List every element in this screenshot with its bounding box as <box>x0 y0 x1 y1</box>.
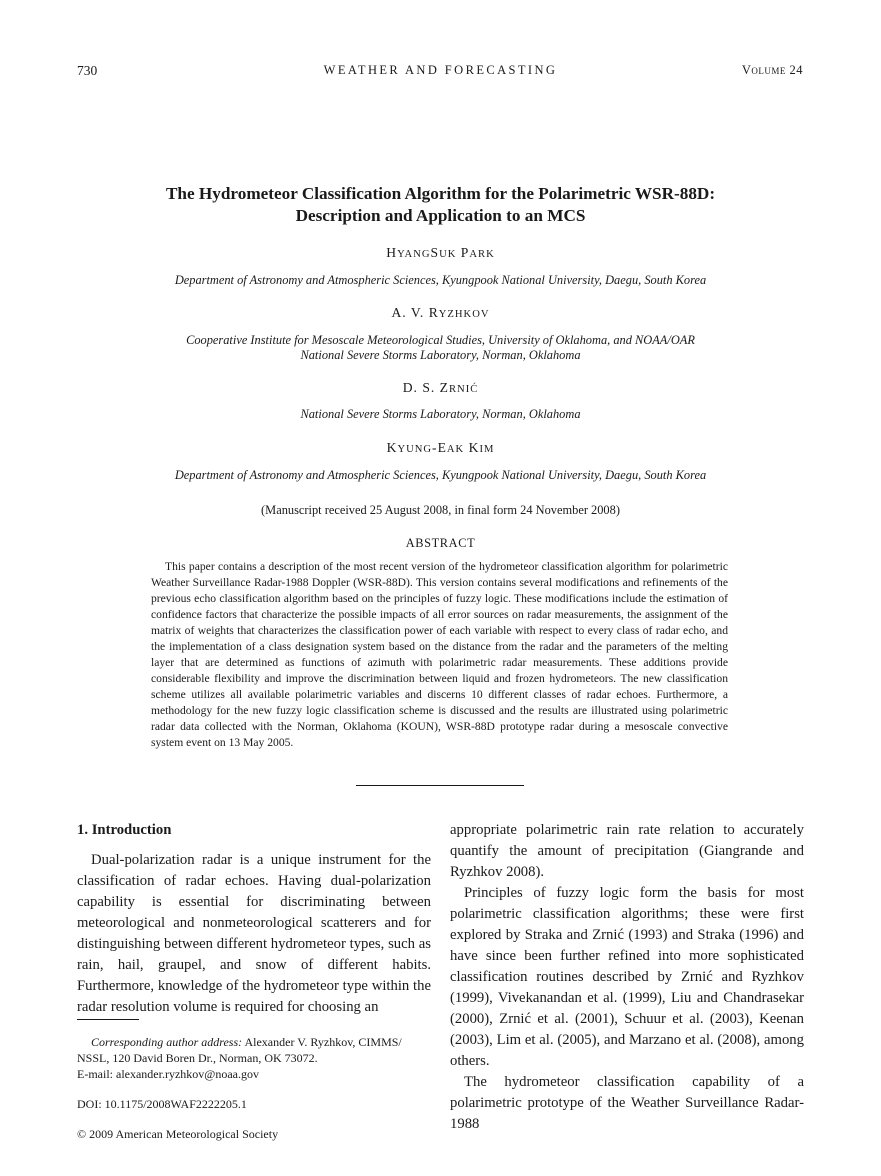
left-column <box>77 820 431 1018</box>
footnote <box>77 1034 431 1082</box>
volume-number: 24 <box>789 63 803 77</box>
body-paragraph: Dual-polarization radar is a unique instrument for the classification of radar echoes. Having dual-polarization capability is essential for discriminating between meteorological and nonmeteorological scatterers and for distinguishing between different hydrometeor types, such as rain, hail, graupel, and snow of different habits. Furthermore, knowledge of the hydrometeor type within the radar resolution volume is required for choosing an <box>77 852 431 1015</box>
paper-title-line1: The Hydrometeor Classification Algorithm for the Polarimetric WSR-88D: <box>165 184 716 203</box>
author-name: HYANGSUK PARK <box>386 245 495 260</box>
section-divider <box>356 785 524 786</box>
volume-label <box>742 63 803 78</box>
right-column <box>450 820 804 1135</box>
body-paragraph: The hydrometeor classification capability of a polarimetric prototype of the Weather Surveillance Radar-1988 <box>450 1074 804 1132</box>
author-name: D. S. ZRNIĆ <box>402 380 479 395</box>
footnote-address-line2: NSSL, 120 David Boren Dr., Norman, OK 73072. <box>77 1051 318 1065</box>
footnote-rule <box>77 1019 139 1020</box>
page-number: 730 <box>77 63 98 78</box>
copyright: © 2009 American Meteorological Society <box>77 1127 279 1141</box>
volume-word: Volume <box>741 63 786 77</box>
abstract-text: This paper contains a description of the most recent version of the hydrometeor classification algorithm for polarimetric Weather Surveillance Radar-1988 Doppler (WSR-88D). This version contains several modifications and refinements of the previous echo classification algorithm based on the principles of fuzzy logic. These modifications include the estimation of confidence factors that characterize the possible impacts of all error sources on radar measurements, the assignment of the matrix of weights that characterizes the classification power of each variable with respect to every class of radar echo, and the implementation of a class designation system based on the distance from the radar and the parameters of the melting layer that are determined as functions of azimuth with polarimetric radar measurements. These additions provide considerable flexibility and improve the discrimination between liquid and frozen hydrometeors. The new classification scheme utilizes all available polarimetric variables and discerns 10 different classes of radar echoes. Furthermore, a methodology for the new fuzzy logic classification scheme is discussed and the results are illustrated using polarimetric radar data collected with the Norman, Oklahoma (KOUN), WSR-88D prototype radar during a mesoscale convective system event on 13 May 2005. <box>151 560 728 749</box>
footnote-label: Corresponding author address: <box>91 1035 243 1049</box>
body-paragraph: appropriate polarimetric rain rate relation to accurately quantify the amount of precipitation (Giangrande and Ryzhkov 2008). <box>450 822 804 880</box>
author-affiliation: National Severe Storms Laboratory, Norman, Oklahoma <box>300 407 581 421</box>
author-name: KYUNG-EAK KIM <box>386 440 495 455</box>
author-affiliation: Department of Astronomy and Atmospheric Sciences, Kyungpook National University, Daegu, South Korea <box>174 273 707 287</box>
author-affiliation-line1: Cooperative Institute for Mesoscale Meteorological Studies, University of Oklahoma, and NOAA/OAR <box>186 333 695 347</box>
author-affiliation: Department of Astronomy and Atmospheric Sciences, Kyungpook National University, Daegu, South Korea <box>174 468 707 482</box>
footnote-address-line1: Alexander V. Ryzhkov, CIMMS/ <box>244 1035 402 1049</box>
footnote-email: E-mail: alexander.ryzhkov@noaa.gov <box>77 1067 259 1081</box>
section-heading: 1. Introduction <box>77 822 172 838</box>
paper-title-line2: Description and Application to an MCS <box>295 206 586 225</box>
journal-name: WEATHER AND FORECASTING <box>323 63 558 77</box>
body-paragraph: Principles of fuzzy logic form the basis for most polarimetric classification algorithms; these were first explored by Straka and Zrnić (1993) and Straka (1996) and have since been further refined into more sophisticated classification routines described by Zrnić and Ryzhkov (1999), Vivekanandan et al. (1999), Liu and Chandrasekar (2000), Zrnić et al. (2001), Schuur et al. (2003), Keenan (2003), Lim et al. (2005), and Marzano et al. (2008), among others. <box>450 885 804 1069</box>
doi: DOI: 10.1175/2008WAF2222205.1 <box>77 1097 247 1111</box>
manuscript-note: (Manuscript received 25 August 2008, in final form 24 November 2008) <box>261 503 620 517</box>
author-name: A. V. RYZHKOV <box>391 305 490 320</box>
abstract-heading: ABSTRACT <box>405 536 476 550</box>
author-affiliation-line2: National Severe Storms Laboratory, Norman, Oklahoma <box>300 348 581 362</box>
